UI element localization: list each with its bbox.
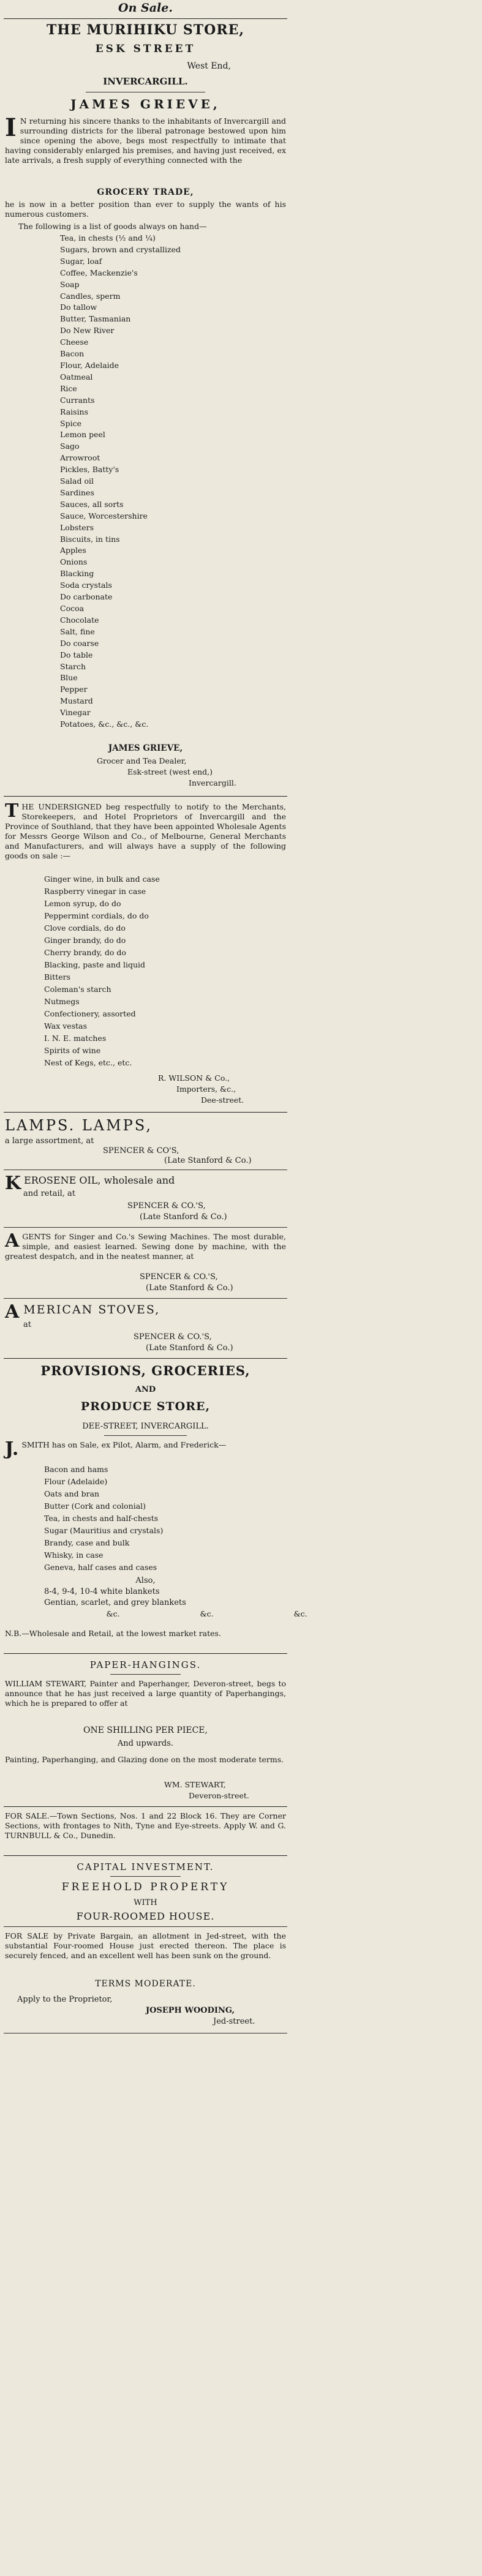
list-item: Butter (Cork and colonial) (44, 1501, 146, 1511)
list-item: Flour (Adelaide) (44, 1477, 108, 1486)
list-item: Do New River (60, 326, 115, 336)
list-item: Bitters (44, 972, 71, 982)
list-item: Cherry brandy, do do (44, 948, 126, 957)
list-item: Nutmegs (44, 997, 80, 1006)
singer-late: (Late Stanford & Co.) (146, 1283, 233, 1293)
list-item: Raisins (60, 407, 89, 416)
paper-upwards: And upwards. (117, 1739, 174, 1748)
list-item: Candles, sperm (60, 291, 121, 301)
singer-by: SPENCER & CO.'S, (140, 1272, 218, 1282)
kerosene-late: (Late Stanford & Co.) (140, 1212, 227, 1222)
list-item: I. N. E. matches (44, 1034, 107, 1043)
list-item: Blue (60, 673, 78, 683)
list-item: Pepper (60, 685, 88, 694)
freehold-terms: TERMS MODERATE. (95, 1979, 196, 1989)
divider (4, 18, 287, 19)
provisions-title: PROVISIONS, GROCERIES, (40, 1363, 250, 1378)
list-item: Wax vestas (44, 1021, 88, 1031)
divider (4, 1855, 287, 1856)
paper-work: Painting, Paperhanging, and Glazing done on the most moderate terms. (5, 1755, 284, 1764)
provisions-gentian: Gentian, scarlet, and grey blankets (44, 1598, 186, 1607)
list-item: Sago (60, 441, 80, 451)
list-item: Coleman's starch (44, 985, 111, 994)
lamps-line: a large assortment, at (5, 1136, 94, 1146)
divider (4, 1806, 287, 1807)
list-item: Oatmeal (60, 372, 93, 381)
list-item: Chocolate (60, 615, 99, 625)
wilson-sig-2: Importers, &c., (176, 1084, 236, 1094)
list-item: Geneva, half cases and cases (44, 1563, 157, 1572)
drop-cap: I (5, 113, 17, 142)
list-item: Ginger brandy, do do (44, 936, 126, 945)
wilson-sig-1: R. WILSON & Co., (158, 1073, 230, 1083)
list-item: Rice (60, 383, 77, 393)
list-item: Biscuits, in tins (60, 534, 120, 544)
lamps-late: (Late Stanford & Co.) (164, 1156, 252, 1165)
list-item: Lobsters (60, 522, 94, 532)
provisions-produce: PRODUCE STORE, (80, 1400, 211, 1413)
list-item: Spirits of wine (44, 1046, 101, 1055)
provisions-also: Also, (135, 1576, 156, 1585)
wilson-sig-3: Dee-street. (201, 1095, 244, 1105)
provisions-and: AND (135, 1385, 156, 1394)
stoves-line: at (23, 1320, 31, 1329)
section-heading: On Sale. (118, 1, 173, 15)
list-item: Currants (60, 395, 95, 405)
divider (110, 1876, 181, 1877)
list-item: Tea, in chests (½ and ¼) (60, 233, 156, 242)
list-item: Potatoes, &c., &c., &c. (60, 719, 149, 729)
list-item: Starch (60, 661, 86, 671)
list-item: Sauces, all sorts (60, 499, 124, 509)
drop-cap: K (5, 1173, 21, 1194)
list-item: Bacon and hams (44, 1465, 108, 1474)
stoves-late: (Late Stanford & Co.) (146, 1343, 233, 1353)
freehold-sig-2: Jed-street. (213, 2017, 255, 2026)
divider (110, 1674, 181, 1675)
freehold-with: WITH (134, 1898, 157, 1907)
list-item: Raspberry vinegar in case (44, 887, 146, 896)
list-item: Do tallow (60, 302, 97, 312)
grieve-sig-1: Grocer and Tea Dealer, (97, 756, 187, 765)
list-item: Sardines (60, 487, 94, 497)
kerosene-by: SPENCER & CO.'S, (127, 1201, 206, 1211)
list-item: Cocoa (60, 604, 85, 613)
list-item: Lemon peel (60, 430, 105, 440)
list-item: Arrowroot (60, 453, 100, 463)
store-name: THE MURIHIKU STORE, (46, 22, 245, 38)
list-item: Butter, Tasmanian (60, 314, 131, 324)
list-item: Apples (60, 546, 86, 555)
list-item: Oats and bran (44, 1489, 100, 1498)
list-item: Vinegar (60, 708, 91, 718)
divider (4, 1926, 287, 1927)
drop-cap: J. (5, 1438, 19, 1460)
drop-cap: A (5, 1230, 20, 1252)
list-item: Mustard (60, 696, 93, 706)
paper-price: ONE SHILLING PER PIECE, (83, 1725, 208, 1735)
provisions-nb: N.B.—Wholesale and Retail, at the lowest market rates. (5, 1629, 221, 1638)
sections-text: FOR SALE.—Town Sections, Nos. 1 and 22 Block 16. They are Corner Sections, with frontages to Nith, Tyne and Eye-streets. Apply W. and G. TURNBULL & Co., Dunedin. (5, 1811, 286, 1840)
wilson-text: THE UNDERSIGNED beg respectfully to notify to the Merchants, Storekeepers, and Hotel Proprietors of Invercargill and the Province of Southland, that they have been appointed Wholesale Agents for Messrs George Wilson and Co., of Melbourne, General Merchants and Manufacturers, and will always have a supply of the following goods on sale :— (5, 800, 286, 860)
grieve-goods-list (5, 233, 341, 730)
list-item: Tea, in chests and half-chests (44, 1514, 159, 1523)
list-item: Brandy, case and bulk (44, 1538, 130, 1547)
freehold-capital: CAPITAL INVESTMENT. (77, 1861, 214, 1872)
list-item: Pickles, Batty's (60, 465, 119, 475)
list-item: Salt, fine (60, 626, 95, 636)
list-item: Onions (60, 557, 88, 567)
list-item: Ginger wine, in bulk and case (44, 874, 160, 884)
drop-cap: T (5, 800, 19, 822)
list-item: Do coarse (60, 638, 99, 648)
list-item: Sauce, Worcestershire (60, 511, 148, 520)
singer-text: AGENTS for Singer and Co.'s Sewing Machines. The most durable, simple, and easiest learned. Sewing done by machine, with the greatest despatch, and in the neatest manner, at (5, 1230, 286, 1261)
list-item: Blacking, paste and liquid (44, 960, 145, 969)
grieve-sig-2: Esk-street (west end,) (127, 767, 213, 776)
list-item: Salad oil (60, 476, 94, 486)
list-item: Blacking (60, 569, 94, 579)
freehold-title: FREEHOLD PROPERTY (61, 1881, 230, 1893)
divider (4, 1227, 287, 1228)
stoves-by: SPENCER & CO.'S, (134, 1332, 212, 1342)
freehold-house: FOUR-ROOMED HOUSE. (76, 1910, 215, 1922)
grieve-sig-3: Invercargill. (189, 778, 236, 787)
list-item: Whisky, in case (44, 1550, 104, 1560)
list-item: Coffee, Mackenzie's (60, 268, 138, 277)
store-town: INVERCARGILL. (103, 76, 188, 87)
list-item: Lemon syrup, do do (44, 899, 121, 908)
list-item: Nest of Kegs, etc., etc. (44, 1058, 132, 1067)
lamps-title: LAMPS. LAMPS, (5, 1117, 153, 1134)
grieve-name: JAMES GRIEVE, (70, 97, 220, 111)
kerosene-title: KEROSENE OIL, wholesale and (5, 1173, 175, 1194)
divider (4, 796, 287, 797)
divider (104, 1435, 187, 1436)
kerosene-line: and retail, at (23, 1189, 76, 1198)
drop-cap: A (5, 1301, 21, 1323)
provisions-addr: DEE-STREET, INVERCARGILL. (82, 1422, 209, 1431)
divider (4, 1298, 287, 1299)
list-item: Flour, Adelaide (60, 360, 119, 370)
divider (4, 1358, 287, 1359)
list-item: Peppermint cordials, do do (44, 911, 149, 920)
provisions-text: J. SMITH has on Sale, ex Pilot, Alarm, and Frederick— (5, 1438, 227, 1460)
freehold-sig-1: JOSEPH WOODING, (146, 2006, 235, 2015)
list-item: Sugar, loaf (60, 256, 102, 266)
list-item: Sugars, brown and crystallized (60, 244, 181, 254)
list-item: Soda crystals (60, 580, 112, 590)
divider (4, 1112, 287, 1113)
store-street: ESK STREET (95, 43, 196, 55)
divider (4, 1653, 287, 1654)
lamps-by: SPENCER & CO'S, (103, 1146, 179, 1155)
list-item: Confectionery, assorted (44, 1009, 136, 1018)
paper-sig-2: Deveron-street. (189, 1791, 249, 1800)
list-item: Clove cordials, do do (44, 923, 126, 933)
paper-sig-1: WM. STEWART, (164, 1780, 226, 1789)
grieve-trade: GROCERY TRADE, (97, 187, 194, 197)
list-item: Spice (60, 418, 81, 428)
grieve-list-intro: The following is a list of goods always on hand— (18, 222, 207, 231)
list-item: Cheese (60, 337, 89, 347)
freehold-text: FOR SALE by Private Bargain, an allotment in Jed-street, with the substantial Four-roomed House just erected thereon. The place is securely fenced, and an excellent well has been sunk on the ground. (5, 1931, 286, 1960)
grieve-intro: I N returning his sincere thanks to the inhabitants of Invercargill and surrounding districts for the liberal patronage bestowed upon him since opening the above, begs most respectfully to intimate that having considerably enlarged his premises, and having just received, ex late arrivals, a fresh supply of everything connected with the (5, 113, 286, 165)
grieve-after: he is now in a better position than ever to supply the wants of his numerous customers. (5, 200, 286, 219)
paper-text: WILLIAM STEWART, Painter and Paperhanger, Deveron-street, begs to announce that he has just received a large quantity of Paperhangings, which he is prepared to offer at (5, 1679, 286, 1708)
paper-title: PAPER-HANGINGS. (89, 1659, 201, 1670)
provisions-blankets: 8-4, 9-4, 10-4 white blankets (44, 1587, 160, 1596)
freehold-apply: Apply to the Proprietor, (17, 1995, 113, 2004)
list-item: Bacon (60, 349, 85, 359)
store-west-end: West End, (187, 61, 231, 71)
wilson-goods-list (5, 873, 325, 1069)
provisions-etc: &c. &c. &c. (106, 1609, 307, 1618)
list-item: Do carbonate (60, 592, 113, 602)
list-item: Soap (60, 279, 80, 289)
list-item: Do table (60, 650, 93, 659)
provisions-goods-list (5, 1463, 325, 1574)
grieve-sig-name: JAMES GRIEVE, (108, 743, 183, 753)
stoves-title: AMERICAN STOVES, (5, 1301, 160, 1323)
list-item: Sugar (Mauritius and crystals) (44, 1526, 164, 1535)
